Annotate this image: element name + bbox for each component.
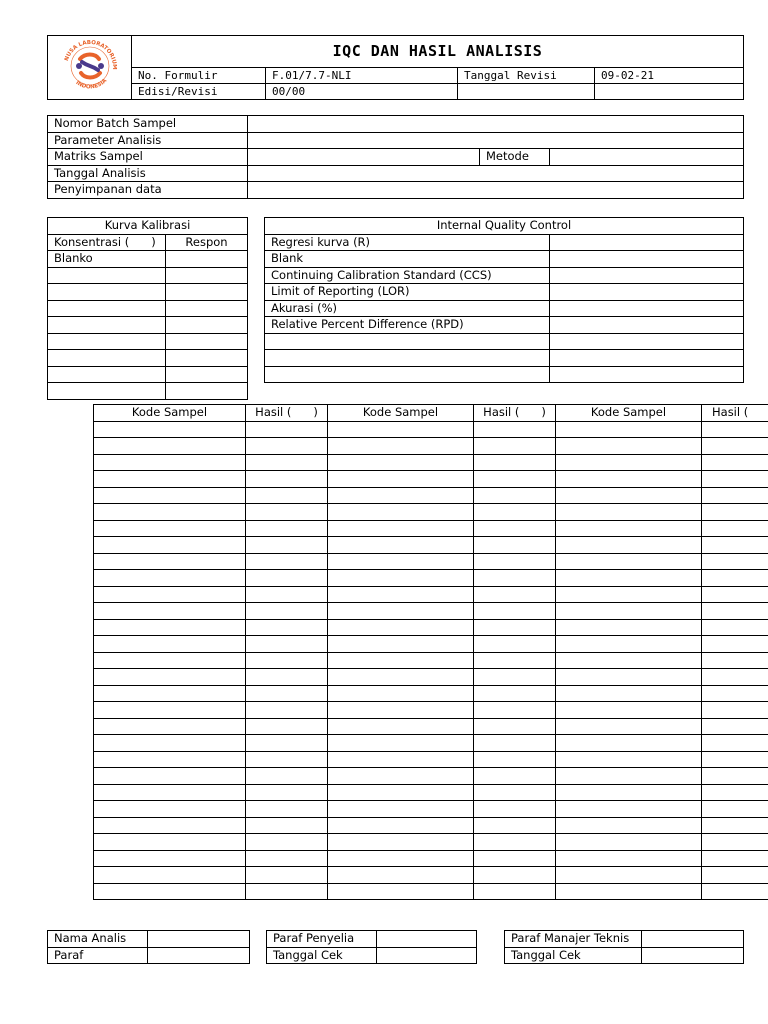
iqc-item-label: Regresi kurva (R) <box>265 234 550 251</box>
hasil-cell[interactable] <box>702 487 768 504</box>
kurva-cell[interactable] <box>48 317 166 334</box>
tanggal-cek-2-label: Tanggal Cek <box>505 947 642 964</box>
kode-sampel-cell[interactable] <box>94 603 246 620</box>
kode-sampel-cell[interactable] <box>328 421 474 438</box>
kode-sampel-cell[interactable] <box>94 553 246 570</box>
hasil-cell[interactable] <box>246 834 328 851</box>
hasil-header: Hasil ( ) <box>246 405 328 422</box>
empty-cell[interactable] <box>458 84 595 100</box>
iqc-value[interactable] <box>550 251 744 268</box>
iqc-cell[interactable] <box>265 350 550 367</box>
hasil-cell[interactable] <box>702 619 768 636</box>
paraf-label: Paraf <box>48 947 148 964</box>
kode-sampel-cell[interactable] <box>94 438 246 455</box>
table-row <box>94 537 768 554</box>
hasil-cell[interactable] <box>702 784 768 801</box>
kode-sampel-cell[interactable] <box>556 751 702 768</box>
sample-info-table <box>47 115 744 199</box>
kode-sampel-cell[interactable] <box>328 718 474 735</box>
kode-sampel-cell[interactable] <box>94 883 246 900</box>
hasil-cell[interactable] <box>702 553 768 570</box>
hasil-cell[interactable] <box>702 603 768 620</box>
iqc-cell[interactable] <box>265 333 550 350</box>
kurva-cell[interactable] <box>48 267 166 284</box>
hasil-cell[interactable] <box>474 867 556 884</box>
kode-sampel-cell[interactable] <box>556 471 702 488</box>
kode-sampel-cell[interactable] <box>94 735 246 752</box>
kode-sampel-cell[interactable] <box>94 702 246 719</box>
iqc-value[interactable] <box>550 333 744 350</box>
hasil-header: Hasil ( ) <box>474 405 556 422</box>
kurva-cell[interactable] <box>166 350 248 367</box>
kode-sampel-cell[interactable] <box>94 487 246 504</box>
kode-sampel-cell[interactable] <box>556 834 702 851</box>
tanggal-analisis-field[interactable] <box>248 165 744 182</box>
table-row <box>94 438 768 455</box>
signature-analis <box>47 930 250 964</box>
hasil-cell[interactable] <box>702 817 768 834</box>
table-row <box>94 751 768 768</box>
kode-sampel-cell[interactable] <box>556 454 702 471</box>
hasil-cell[interactable] <box>246 883 328 900</box>
kode-sampel-cell[interactable] <box>94 586 246 603</box>
kode-sampel-cell[interactable] <box>556 537 702 554</box>
kode-sampel-cell[interactable] <box>94 867 246 884</box>
kurva-cell[interactable] <box>166 383 248 400</box>
kode-sampel-cell[interactable] <box>556 570 702 587</box>
hasil-cell[interactable] <box>702 702 768 719</box>
matriks-field[interactable] <box>248 149 480 166</box>
kurva-cell[interactable] <box>48 300 166 317</box>
iqc-cell[interactable] <box>265 366 550 383</box>
penyimpanan-label: Penyimpanan data <box>48 182 248 199</box>
hasil-cell[interactable] <box>246 619 328 636</box>
iqc-table <box>264 217 744 383</box>
kode-sampel-cell[interactable] <box>556 438 702 455</box>
hasil-cell[interactable] <box>702 438 768 455</box>
hasil-cell[interactable] <box>246 685 328 702</box>
kode-sampel-cell[interactable] <box>94 718 246 735</box>
table-row <box>94 504 768 521</box>
kode-sampel-cell[interactable] <box>328 669 474 686</box>
kode-sampel-cell[interactable] <box>328 652 474 669</box>
konsentrasi-header: Konsentrasi ( ) <box>48 234 166 251</box>
paraf-field[interactable] <box>148 947 250 964</box>
table-row <box>94 685 768 702</box>
kurva-cell[interactable] <box>48 350 166 367</box>
hasil-cell[interactable] <box>702 586 768 603</box>
kode-sampel-cell[interactable] <box>328 619 474 636</box>
tanggal-analisis-label: Tanggal Analisis <box>48 165 248 182</box>
iqc-value[interactable] <box>550 317 744 334</box>
kode-sampel-cell[interactable] <box>556 669 702 686</box>
table-row <box>94 669 768 686</box>
table-row <box>94 702 768 719</box>
hasil-cell[interactable] <box>246 487 328 504</box>
kode-sampel-cell[interactable] <box>556 652 702 669</box>
nama-analis-field[interactable] <box>148 931 250 948</box>
kode-sampel-cell[interactable] <box>94 421 246 438</box>
kode-sampel-cell[interactable] <box>328 553 474 570</box>
hasil-cell[interactable] <box>702 768 768 785</box>
hasil-cell[interactable] <box>474 454 556 471</box>
hasil-cell[interactable] <box>702 636 768 653</box>
kode-sampel-cell[interactable] <box>556 817 702 834</box>
hasil-cell[interactable] <box>246 520 328 537</box>
hasil-cell[interactable] <box>474 421 556 438</box>
kode-sampel-cell[interactable] <box>556 553 702 570</box>
paraf-penyelia-field[interactable] <box>377 931 477 948</box>
penyimpanan-field[interactable] <box>248 182 744 199</box>
table-row <box>94 652 768 669</box>
tanggal-revisi-value: 09-02-21 <box>595 68 744 84</box>
hasil-cell[interactable] <box>702 867 768 884</box>
form-header <box>47 35 744 100</box>
empty-cell[interactable] <box>595 84 744 100</box>
kode-sampel-cell[interactable] <box>328 867 474 884</box>
kode-sampel-cell[interactable] <box>556 586 702 603</box>
hasil-cell[interactable] <box>246 768 328 785</box>
iqc-value[interactable] <box>550 350 744 367</box>
kode-sampel-cell[interactable] <box>328 586 474 603</box>
hasil-cell[interactable] <box>246 553 328 570</box>
paraf-penyelia-label: Paraf Penyelia <box>267 931 377 948</box>
kode-sampel-cell[interactable] <box>328 768 474 785</box>
tanggal-cek-2-field[interactable] <box>642 947 744 964</box>
hasil-cell[interactable] <box>474 850 556 867</box>
hasil-body <box>94 421 768 900</box>
kode-sampel-cell[interactable] <box>328 537 474 554</box>
hasil-cell[interactable] <box>474 652 556 669</box>
logo-text-bottom: INDONESIA <box>73 77 108 91</box>
kode-sampel-cell[interactable] <box>556 768 702 785</box>
hasil-cell[interactable] <box>702 685 768 702</box>
nama-analis-label: Nama Analis <box>48 931 148 948</box>
hasil-cell[interactable] <box>474 801 556 818</box>
kode-sampel-cell[interactable] <box>328 702 474 719</box>
table-row <box>94 487 768 504</box>
hasil-cell[interactable] <box>702 537 768 554</box>
parameter-field[interactable] <box>248 132 744 149</box>
tanggal-revisi-label: Tanggal Revisi <box>458 68 595 84</box>
table-row <box>94 570 768 587</box>
kode-sampel-cell[interactable] <box>328 801 474 818</box>
respon-header: Respon <box>166 234 248 251</box>
hasil-cell[interactable] <box>474 834 556 851</box>
kode-sampel-cell[interactable] <box>94 751 246 768</box>
table-row <box>94 619 768 636</box>
edisi-label: Edisi/Revisi <box>132 84 266 100</box>
kode-sampel-cell[interactable] <box>556 850 702 867</box>
kode-sampel-cell[interactable] <box>94 768 246 785</box>
kode-sampel-cell[interactable] <box>328 817 474 834</box>
table-row <box>94 735 768 752</box>
kode-sampel-cell[interactable] <box>328 487 474 504</box>
hasil-cell[interactable] <box>702 471 768 488</box>
tanggal-cek-label: Tanggal Cek <box>267 947 377 964</box>
hasil-cell[interactable] <box>246 669 328 686</box>
kode-sampel-cell[interactable] <box>94 520 246 537</box>
hasil-cell[interactable] <box>474 520 556 537</box>
hasil-cell[interactable] <box>474 570 556 587</box>
kurva-kalibrasi-table <box>47 217 248 400</box>
kurva-cell[interactable] <box>48 333 166 350</box>
matriks-label: Matriks Sampel <box>48 149 248 166</box>
table-row <box>94 454 768 471</box>
paraf-manajer-field[interactable] <box>642 931 744 948</box>
hasil-cell[interactable] <box>702 883 768 900</box>
metode-field[interactable] <box>550 149 744 166</box>
hasil-cell[interactable] <box>702 801 768 818</box>
hasil-cell[interactable] <box>246 421 328 438</box>
hasil-cell[interactable] <box>474 669 556 686</box>
edisi-value: 00/00 <box>266 84 458 100</box>
kode-sampel-cell[interactable] <box>94 817 246 834</box>
hasil-cell[interactable] <box>246 850 328 867</box>
hasil-cell[interactable] <box>474 718 556 735</box>
metode-label: Metode <box>480 149 550 166</box>
table-row <box>94 850 768 867</box>
hasil-cell[interactable] <box>474 702 556 719</box>
hasil-cell[interactable] <box>702 454 768 471</box>
table-row <box>94 867 768 884</box>
iqc-item-label: Limit of Reporting (LOR) <box>265 284 550 301</box>
hasil-cell[interactable] <box>702 718 768 735</box>
hasil-header: Hasil ( <box>702 405 768 422</box>
iqc-value[interactable] <box>550 300 744 317</box>
kode-sampel-cell[interactable] <box>328 520 474 537</box>
kode-sampel-cell[interactable] <box>94 801 246 818</box>
hasil-cell[interactable] <box>246 586 328 603</box>
hasil-cell[interactable] <box>474 685 556 702</box>
hasil-cell[interactable] <box>246 537 328 554</box>
hasil-cell[interactable] <box>702 504 768 521</box>
hasil-cell[interactable] <box>246 735 328 752</box>
hasil-cell[interactable] <box>702 850 768 867</box>
tanggal-cek-field[interactable] <box>377 947 477 964</box>
hasil-cell[interactable] <box>474 487 556 504</box>
kurva-cell[interactable] <box>48 366 166 383</box>
kode-sampel-cell[interactable] <box>328 636 474 653</box>
kode-sampel-cell[interactable] <box>328 603 474 620</box>
hasil-cell[interactable] <box>474 438 556 455</box>
hasil-cell[interactable] <box>474 553 556 570</box>
hasil-cell[interactable] <box>246 702 328 719</box>
kode-sampel-cell[interactable] <box>328 570 474 587</box>
hasil-cell[interactable] <box>246 471 328 488</box>
iqc-item-label: Continuing Calibration Standard (CCS) <box>265 267 550 284</box>
kode-sampel-cell[interactable] <box>94 454 246 471</box>
table-row <box>94 603 768 620</box>
hasil-table <box>93 404 768 900</box>
kode-sampel-cell[interactable] <box>94 471 246 488</box>
kode-sampel-cell[interactable] <box>328 850 474 867</box>
hasil-cell[interactable] <box>474 504 556 521</box>
hasil-cell[interactable] <box>474 768 556 785</box>
hasil-cell[interactable] <box>474 471 556 488</box>
hasil-cell[interactable] <box>702 421 768 438</box>
table-row <box>94 883 768 900</box>
hasil-cell[interactable] <box>474 537 556 554</box>
kode-sampel-cell[interactable] <box>328 685 474 702</box>
kode-sampel-cell[interactable] <box>328 454 474 471</box>
table-row <box>94 801 768 818</box>
kode-sampel-cell[interactable] <box>556 685 702 702</box>
kurva-cell[interactable] <box>48 383 166 400</box>
kode-sampel-cell[interactable] <box>556 619 702 636</box>
iqc-value[interactable] <box>550 366 744 383</box>
iqc-value[interactable] <box>550 267 744 284</box>
no-formulir-label: No. Formulir <box>132 68 266 84</box>
kurva-cell[interactable] <box>166 267 248 284</box>
kode-sampel-cell[interactable] <box>556 504 702 521</box>
kurva-cell[interactable] <box>166 251 248 268</box>
kode-sampel-cell[interactable] <box>94 784 246 801</box>
hasil-cell[interactable] <box>702 570 768 587</box>
table-row <box>94 817 768 834</box>
kode-sampel-cell[interactable] <box>94 504 246 521</box>
hasil-cell[interactable] <box>702 735 768 752</box>
kurva-cell[interactable] <box>166 300 248 317</box>
hasil-cell[interactable] <box>702 751 768 768</box>
kode-sampel-cell[interactable] <box>328 834 474 851</box>
hasil-cell[interactable] <box>246 454 328 471</box>
table-row <box>94 636 768 653</box>
hasil-cell[interactable] <box>474 603 556 620</box>
kode-sampel-cell[interactable] <box>94 537 246 554</box>
hasil-cell[interactable] <box>474 735 556 752</box>
kode-sampel-cell[interactable] <box>94 685 246 702</box>
table-row <box>94 553 768 570</box>
hasil-cell[interactable] <box>246 504 328 521</box>
blanko-label: Blanko <box>48 251 166 268</box>
kode-sampel-cell[interactable] <box>328 784 474 801</box>
page-title: IQC DAN HASIL ANALISIS <box>132 36 744 68</box>
hasil-cell[interactable] <box>474 619 556 636</box>
hasil-cell[interactable] <box>246 438 328 455</box>
kode-sampel-cell[interactable] <box>556 883 702 900</box>
table-row <box>94 586 768 603</box>
kurva-cell[interactable] <box>166 366 248 383</box>
kode-sampel-cell[interactable] <box>94 652 246 669</box>
table-row <box>94 768 768 785</box>
iqc-title: Internal Quality Control <box>265 218 744 235</box>
kode-sampel-cell[interactable] <box>556 735 702 752</box>
table-row <box>94 520 768 537</box>
logo-text-top: NUSA LABORATORIUM <box>63 39 117 70</box>
hasil-cell[interactable] <box>246 652 328 669</box>
kode-sampel-cell[interactable] <box>328 883 474 900</box>
hasil-cell[interactable] <box>246 751 328 768</box>
hasil-cell[interactable] <box>246 603 328 620</box>
parameter-label: Parameter Analisis <box>48 132 248 149</box>
table-row <box>94 718 768 735</box>
table-row <box>94 421 768 438</box>
hasil-cell[interactable] <box>474 784 556 801</box>
signature-penyelia <box>266 930 477 964</box>
kode-sampel-cell[interactable] <box>328 471 474 488</box>
kurva-title: Kurva Kalibrasi <box>48 218 248 235</box>
hasil-cell[interactable] <box>246 817 328 834</box>
no-formulir-value: F.01/7.7-NLI <box>266 68 458 84</box>
iqc-item-label: Akurasi (%) <box>265 300 550 317</box>
kode-sampel-cell[interactable] <box>328 438 474 455</box>
table-row <box>94 834 768 851</box>
kode-sampel-cell[interactable] <box>94 570 246 587</box>
hasil-cell[interactable] <box>474 817 556 834</box>
kode-sampel-cell[interactable] <box>94 636 246 653</box>
kode-sampel-cell[interactable] <box>556 603 702 620</box>
kurva-cell[interactable] <box>166 284 248 301</box>
kode-sampel-cell[interactable] <box>556 784 702 801</box>
kode-sampel-cell[interactable] <box>556 867 702 884</box>
paraf-manajer-label: Paraf Manajer Teknis <box>505 931 642 948</box>
kode-sampel-cell[interactable] <box>556 801 702 818</box>
hasil-cell[interactable] <box>474 751 556 768</box>
kode-sampel-header: Kode Sampel <box>94 405 246 422</box>
kode-sampel-cell[interactable] <box>94 850 246 867</box>
signature-manajer <box>504 930 744 964</box>
hasil-cell[interactable] <box>246 784 328 801</box>
kurva-cell[interactable] <box>166 317 248 334</box>
nomor-batch-label: Nomor Batch Sampel <box>48 116 248 133</box>
kode-sampel-cell[interactable] <box>556 421 702 438</box>
hasil-cell[interactable] <box>246 867 328 884</box>
hasil-cell[interactable] <box>702 652 768 669</box>
kode-sampel-cell[interactable] <box>556 636 702 653</box>
iqc-value[interactable] <box>550 284 744 301</box>
hasil-cell[interactable] <box>702 834 768 851</box>
table-row <box>94 784 768 801</box>
kode-sampel-header: Kode Sampel <box>556 405 702 422</box>
kurva-cell[interactable] <box>48 284 166 301</box>
iqc-item-label: Relative Percent Difference (RPD) <box>265 317 550 334</box>
kode-sampel-cell[interactable] <box>94 834 246 851</box>
hasil-cell[interactable] <box>474 883 556 900</box>
kode-sampel-cell[interactable] <box>556 487 702 504</box>
hasil-cell[interactable] <box>474 586 556 603</box>
hasil-cell[interactable] <box>246 570 328 587</box>
nomor-batch-field[interactable] <box>248 116 744 133</box>
table-row <box>94 471 768 488</box>
kode-sampel-cell[interactable] <box>328 735 474 752</box>
hasil-cell[interactable] <box>246 636 328 653</box>
kode-sampel-cell[interactable] <box>556 718 702 735</box>
logo-icon <box>55 37 125 95</box>
kode-sampel-cell[interactable] <box>94 619 246 636</box>
hasil-cell[interactable] <box>246 801 328 818</box>
kode-sampel-cell[interactable] <box>328 504 474 521</box>
iqc-item-label: Blank <box>265 251 550 268</box>
hasil-cell[interactable] <box>702 520 768 537</box>
hasil-cell[interactable] <box>702 669 768 686</box>
kurva-cell[interactable] <box>166 333 248 350</box>
kode-sampel-header: Kode Sampel <box>328 405 474 422</box>
company-logo <box>48 36 132 100</box>
hasil-cell[interactable] <box>474 636 556 653</box>
kode-sampel-cell[interactable] <box>556 520 702 537</box>
kode-sampel-cell[interactable] <box>328 751 474 768</box>
kode-sampel-cell[interactable] <box>94 669 246 686</box>
iqc-value[interactable] <box>550 234 744 251</box>
kode-sampel-cell[interactable] <box>556 702 702 719</box>
hasil-cell[interactable] <box>246 718 328 735</box>
